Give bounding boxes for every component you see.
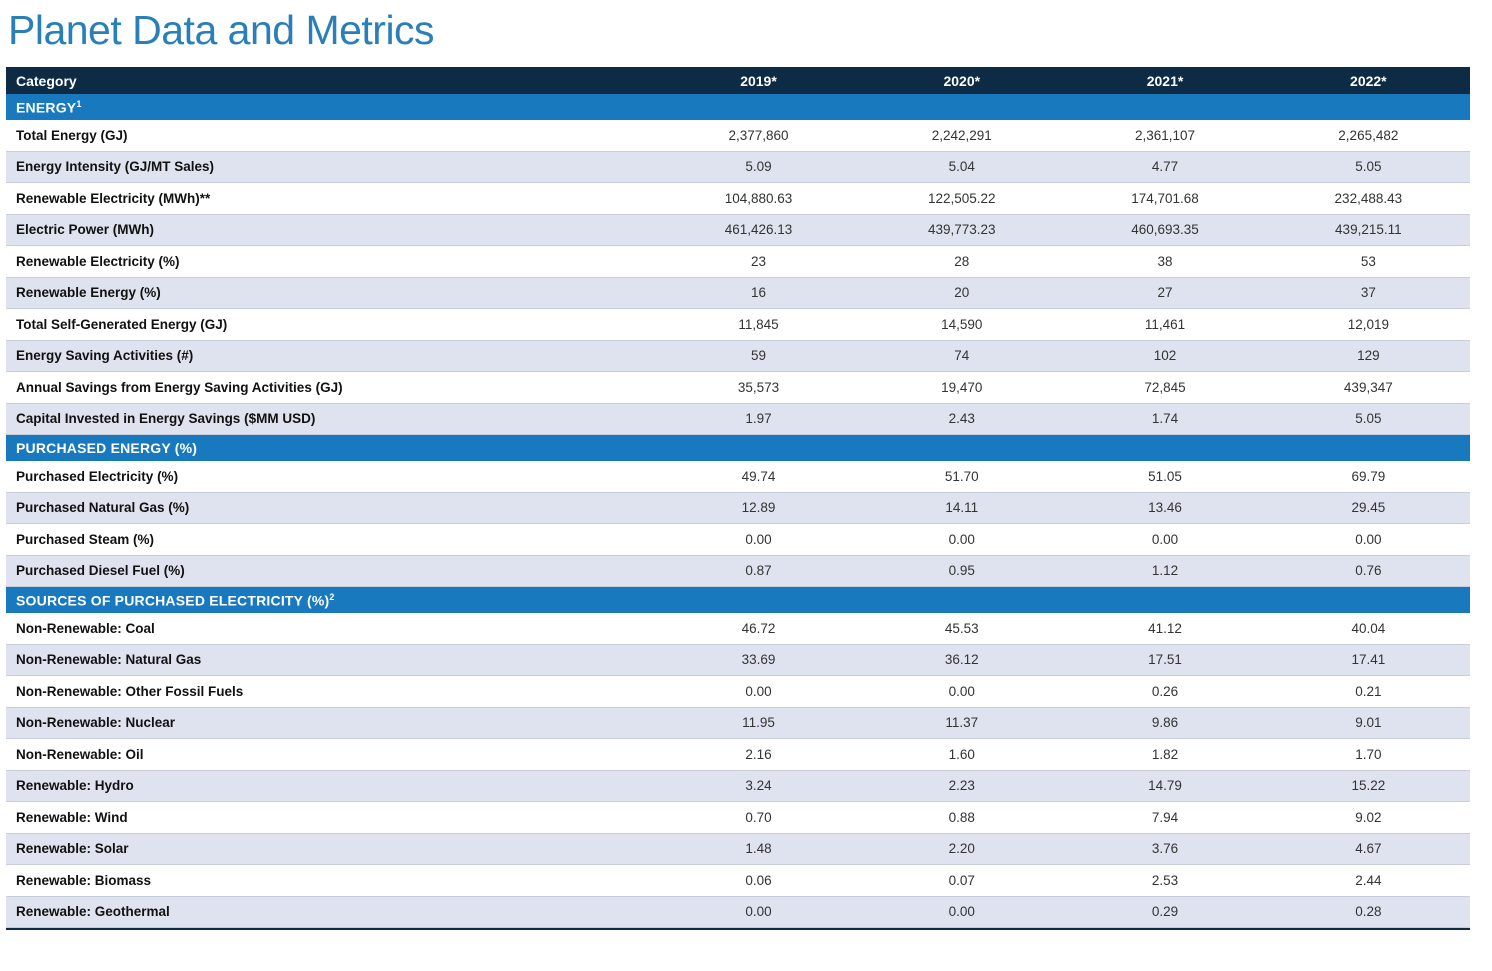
row-value: 37: [1267, 277, 1470, 309]
table-row: [6, 555, 1470, 587]
row-value: 2,377,860: [657, 120, 860, 151]
row-label: Purchased Diesel Fuel (%): [6, 555, 657, 587]
row-value: 11.95: [657, 707, 860, 739]
table-row: [6, 707, 1470, 739]
row-label: Non-Renewable: Other Fossil Fuels: [6, 676, 657, 708]
row-label: Purchased Natural Gas (%): [6, 492, 657, 524]
row-value: 53: [1267, 246, 1470, 278]
planet-data-metrics-table: [6, 67, 1470, 928]
table-header-row: [6, 67, 1470, 94]
row-value: 5.05: [1267, 403, 1470, 435]
row-label: Renewable: Wind: [6, 802, 657, 834]
row-value: 0.88: [860, 802, 1063, 834]
row-label: Renewable: Geothermal: [6, 896, 657, 928]
row-value: 17.51: [1063, 644, 1266, 676]
table-row: [6, 372, 1470, 404]
row-value: 0.29: [1063, 896, 1266, 928]
row-value: 1.97: [657, 403, 860, 435]
row-label: Energy Intensity (GJ/MT Sales): [6, 151, 657, 183]
row-value: 12.89: [657, 492, 860, 524]
row-value: 439,347: [1267, 372, 1470, 404]
row-label: Renewable Electricity (MWh)**: [6, 183, 657, 215]
row-label: Non-Renewable: Natural Gas: [6, 644, 657, 676]
row-value: 14.79: [1063, 770, 1266, 802]
section-header-row: [6, 94, 1470, 120]
row-value: 35,573: [657, 372, 860, 404]
table-header: [6, 67, 1470, 94]
column-header-category: Category: [6, 67, 657, 94]
row-value: 0.00: [1267, 524, 1470, 556]
column-header-2021: 2021*: [1063, 67, 1266, 94]
table-row: [6, 183, 1470, 215]
row-value: 0.00: [657, 676, 860, 708]
row-value: 0.28: [1267, 896, 1470, 928]
row-label: Annual Savings from Energy Saving Activities (GJ): [6, 372, 657, 404]
row-label: Energy Saving Activities (#): [6, 340, 657, 372]
row-value: 2,265,482: [1267, 120, 1470, 151]
row-value: 104,880.63: [657, 183, 860, 215]
row-value: 1.70: [1267, 739, 1470, 771]
table-row: [6, 277, 1470, 309]
row-value: 2,361,107: [1063, 120, 1266, 151]
row-value: 461,426.13: [657, 214, 860, 246]
table-row: [6, 644, 1470, 676]
section-header-row: [6, 435, 1470, 462]
table-row: [6, 524, 1470, 556]
row-value: 72,845: [1063, 372, 1266, 404]
section-title: ENERGY$^1$: [6, 94, 1470, 120]
row-value: 49.74: [657, 461, 860, 492]
section-footnote-marker: 1: [76, 98, 82, 109]
row-value: 0.26: [1063, 676, 1266, 708]
row-value: 460,693.35: [1063, 214, 1266, 246]
table-row: [6, 865, 1470, 897]
column-header-2022: 2022*: [1267, 67, 1470, 94]
row-value: 33.69: [657, 644, 860, 676]
row-value: 5.05: [1267, 151, 1470, 183]
row-value: 13.46: [1063, 492, 1266, 524]
row-value: 5.04: [860, 151, 1063, 183]
row-value: 2.43: [860, 403, 1063, 435]
row-value: 17.41: [1267, 644, 1470, 676]
table-row: [6, 896, 1470, 928]
table-row: [6, 403, 1470, 435]
row-value: 2,242,291: [860, 120, 1063, 151]
row-value: 3.24: [657, 770, 860, 802]
table-body: [6, 94, 1470, 928]
row-value: 11,461: [1063, 309, 1266, 341]
section-header-row: [6, 587, 1470, 614]
row-value: 0.00: [1063, 524, 1266, 556]
row-label: Total Self-Generated Energy (GJ): [6, 309, 657, 341]
row-label: Total Energy (GJ): [6, 120, 657, 151]
row-label: Renewable Electricity (%): [6, 246, 657, 278]
section-title: PURCHASED ENERGY (%): [6, 435, 1470, 462]
row-value: 0.87: [657, 555, 860, 587]
row-value: 9.02: [1267, 802, 1470, 834]
row-label: Purchased Steam (%): [6, 524, 657, 556]
row-value: 439,773.23: [860, 214, 1063, 246]
row-value: 51.05: [1063, 461, 1266, 492]
row-value: 1.60: [860, 739, 1063, 771]
table-bottom-rule: [6, 928, 1470, 930]
row-label: Renewable Energy (%): [6, 277, 657, 309]
table-row: [6, 739, 1470, 771]
table-row: [6, 246, 1470, 278]
column-header-2019: 2019*: [657, 67, 860, 94]
table-row: [6, 492, 1470, 524]
row-label: Renewable: Biomass: [6, 865, 657, 897]
row-value: 122,505.22: [860, 183, 1063, 215]
column-header-2020: 2020*: [860, 67, 1063, 94]
table-row: [6, 461, 1470, 492]
row-value: 27: [1063, 277, 1266, 309]
row-value: 40.04: [1267, 613, 1470, 644]
table-row: [6, 676, 1470, 708]
page-title: Planet Data and Metrics: [8, 7, 435, 53]
row-value: 2.20: [860, 833, 1063, 865]
row-label: Electric Power (MWh): [6, 214, 657, 246]
row-value: 11,845: [657, 309, 860, 341]
row-value: 16: [657, 277, 860, 309]
row-value: 23: [657, 246, 860, 278]
table-row: [6, 309, 1470, 341]
row-value: 2.44: [1267, 865, 1470, 897]
row-value: 232,488.43: [1267, 183, 1470, 215]
row-value: 5.09: [657, 151, 860, 183]
row-value: 12,019: [1267, 309, 1470, 341]
table-row: [6, 214, 1470, 246]
row-value: 129: [1267, 340, 1470, 372]
row-value: 102: [1063, 340, 1266, 372]
row-value: 9.86: [1063, 707, 1266, 739]
row-value: 4.77: [1063, 151, 1266, 183]
table-row: [6, 340, 1470, 372]
row-value: 11.37: [860, 707, 1063, 739]
row-value: 20: [860, 277, 1063, 309]
row-value: 69.79: [1267, 461, 1470, 492]
row-value: 0.00: [657, 524, 860, 556]
row-value: 1.48: [657, 833, 860, 865]
row-value: 7.94: [1063, 802, 1266, 834]
row-value: 174,701.68: [1063, 183, 1266, 215]
row-value: 1.74: [1063, 403, 1266, 435]
row-value: 14.11: [860, 492, 1063, 524]
row-label: Renewable: Solar: [6, 833, 657, 865]
row-value: 2.53: [1063, 865, 1266, 897]
section-footnote-marker: 2: [329, 591, 335, 602]
row-value: 14,590: [860, 309, 1063, 341]
row-value: 3.76: [1063, 833, 1266, 865]
row-value: 0.70: [657, 802, 860, 834]
row-value: 1.12: [1063, 555, 1266, 587]
row-value: 0.07: [860, 865, 1063, 897]
row-label: Renewable: Hydro: [6, 770, 657, 802]
row-value: 0.95: [860, 555, 1063, 587]
row-value: 15.22: [1267, 770, 1470, 802]
table-row: [6, 833, 1470, 865]
table-row: [6, 770, 1470, 802]
row-value: 0.21: [1267, 676, 1470, 708]
row-value: 0.00: [860, 524, 1063, 556]
row-value: 1.82: [1063, 739, 1266, 771]
row-value: 2.16: [657, 739, 860, 771]
row-value: 0.00: [860, 896, 1063, 928]
row-value: 41.12: [1063, 613, 1266, 644]
row-value: 2.23: [860, 770, 1063, 802]
row-value: 46.72: [657, 613, 860, 644]
section-title: SOURCES OF PURCHASED ELECTRICITY (%)$^2$: [6, 587, 1470, 614]
row-value: 0.76: [1267, 555, 1470, 587]
table-row: [6, 151, 1470, 183]
row-value: 38: [1063, 246, 1266, 278]
table-row: [6, 613, 1470, 644]
row-value: 45.53: [860, 613, 1063, 644]
row-label: Capital Invested in Energy Savings ($MM USD): [6, 403, 657, 435]
row-value: 9.01: [1267, 707, 1470, 739]
row-value: 0.00: [657, 896, 860, 928]
row-label: Non-Renewable: Coal: [6, 613, 657, 644]
row-value: 51.70: [860, 461, 1063, 492]
row-label: Non-Renewable: Nuclear: [6, 707, 657, 739]
row-value: 439,215.11: [1267, 214, 1470, 246]
row-value: 19,470: [860, 372, 1063, 404]
row-label: Non-Renewable: Oil: [6, 739, 657, 771]
row-label: Purchased Electricity (%): [6, 461, 657, 492]
row-value: 0.06: [657, 865, 860, 897]
row-value: 36.12: [860, 644, 1063, 676]
row-value: 74: [860, 340, 1063, 372]
row-value: 29.45: [1267, 492, 1470, 524]
table-row: [6, 120, 1470, 151]
row-value: 28: [860, 246, 1063, 278]
row-value: 0.00: [860, 676, 1063, 708]
table-row: [6, 802, 1470, 834]
row-value: 59: [657, 340, 860, 372]
row-value: 4.67: [1267, 833, 1470, 865]
